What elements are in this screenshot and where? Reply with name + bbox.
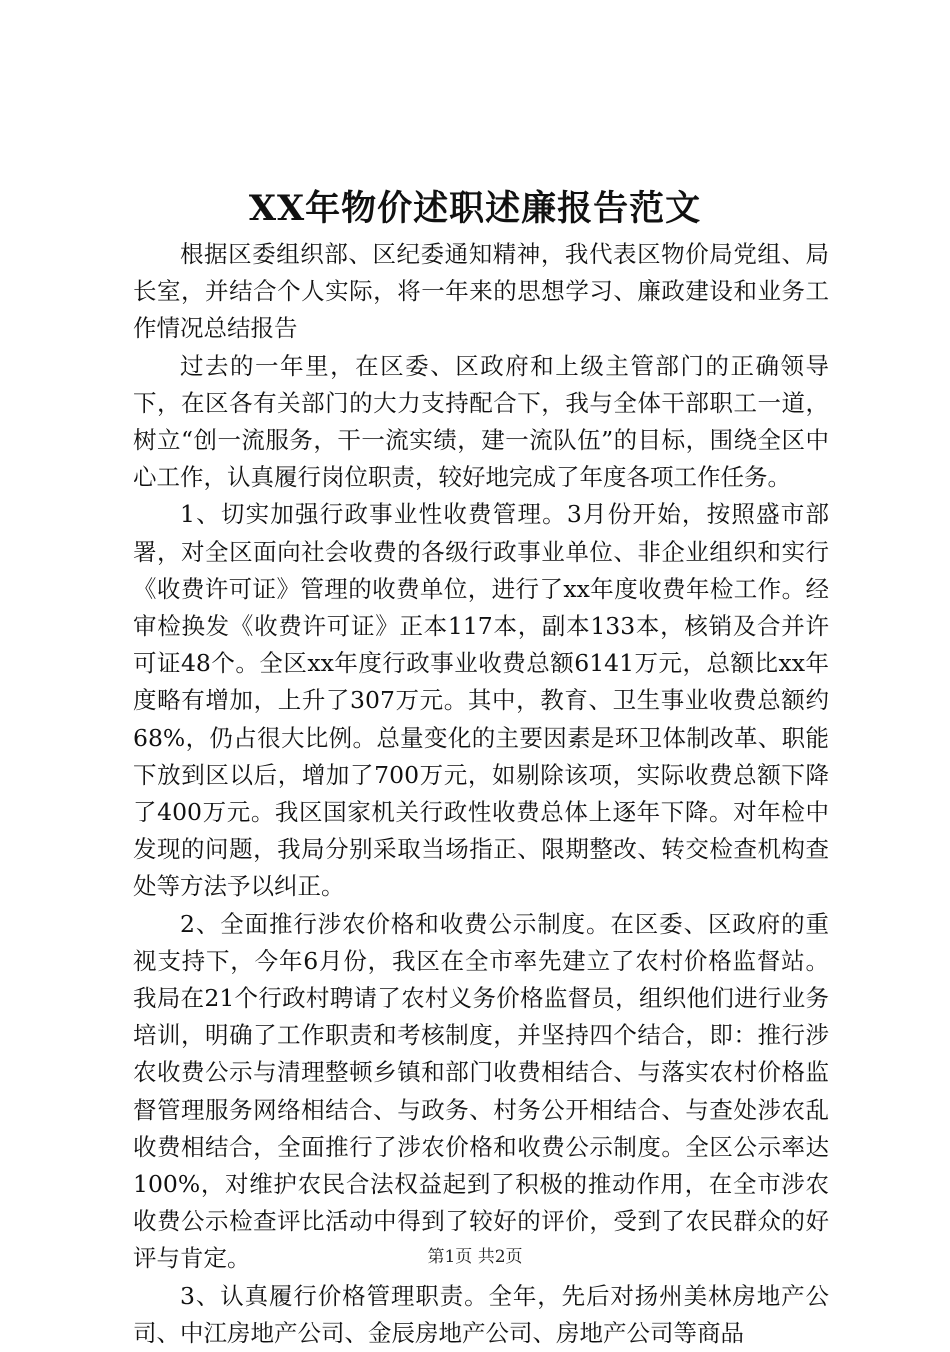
paragraph-intro: 根据区委组织部、区纪委通知精神，我代表区物价局党组、局长室，并结合个人实际，将一年来的思想学习、廉政建设和业务工作情况总结报告 xyxy=(133,240,829,343)
document-body xyxy=(133,236,829,1352)
paragraph-item-1: 1、切实加强行政事业性收费管理。3月份开始，按照盛市部署，对全区面向社会收费的各级行政事业单位、非企业组织和实行《收费许可证》管理的收费单位，进行了xx年度收费年检工作。经审检换发《收费许可证》正本117本，副本133本，核销及合并许可证48个。全区xx年度行政事业收费总额6141万元，总额比xx年度略有增加，上升了307万元。其中，教育、卫生事业收费总额约68%，仍占很大比例。总量变化的主要因素是环卫体制改革、职能下放到区以后，增加了700万元，如剔除该项，实际收费总额下降了400万元。我区国家机关行政性收费总体上逐年下降。对年检中发现的问题，我局分别采取当场指正、限期整改、转交检查机构查处等方法予以纠正。 xyxy=(133,500,829,901)
paragraph-overview: 过去的一年里，在区委、区政府和上级主管部门的正确领导下，在区各有关部门的大力支持配合下，我与全体干部职工一道，树立“创一流服务，干一流实绩，建一流队伍”的目标，围绕全区中心工作，认真履行岗位职责，较好地完成了年度各项工作任务。 xyxy=(133,351,829,492)
paragraph-item-3: 3、认真履行价格管理职责。全年，先后对扬州美林房地产公司、中江房地产公司、金辰房地产公司、房地产公司等商品 xyxy=(133,1281,829,1347)
document-title: XX年物价述职述廉报告范文 xyxy=(248,188,702,229)
paragraph-item-2: 2、全面推行涉农价格和收费公示制度。在区委、区政府的重视支持下，今年6月份，我区在全市率先建立了农村价格监督站。我局在21个行政村聘请了农村义务价格监督员，组织他们进行业务培训，明确了工作职责和考核制度，并坚持四个结合，即：推行涉农收费公示与清理整顿乡镇和部门收费相结合、与落实农村价格监督管理服务网络相结合、与政务、村务公开相结合、与查处涉农乱收费相结合，全面推行了涉农价格和收费公示制度。全区公示率达100%，对维护农民合法权益起到了积极的推动作用，在全市涉农收费公示检查评比活动中得到了较好的评价，受到了农民群众的好评与肯定。 xyxy=(133,909,829,1273)
page-footer: 第1页 共2页 xyxy=(427,1247,523,1267)
